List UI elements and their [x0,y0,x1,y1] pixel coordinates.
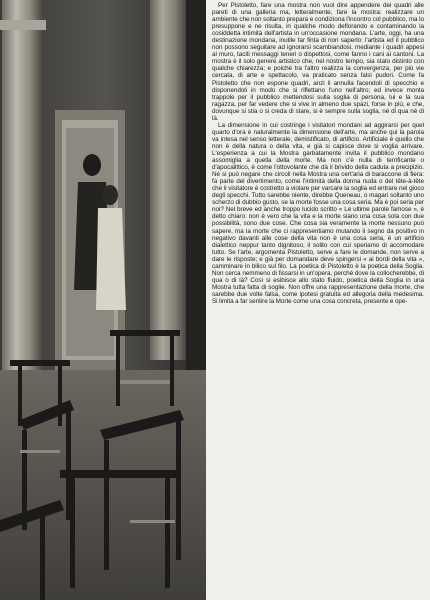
exhibition-photo [0,0,206,600]
article-paragraph: La dimensione in cui costringe i visitatori mondani ad aggirarsi per quel quarto d'ora è naturalmente la dimensione dell'arte, ma anche qui la parola va intesa nel senso letterale, demistificato, di artificio. Artificiale è quello che non è della natura o della vita, e già si capisce dove si voglia arrivare. L'esperienza a cui la Mostra garbatamente invita il pubblico mondano assomiglia a quella della morte. Ma non c'è nulla di terrificante o d'apocalittico, è come l'ottovolante che dà il brivido della caduta a precipizio. Né si può negare che circoli nella Mostra una cert'aria di baraccone di fiera: fa parte del divertimento, come l'intimità della donna nuda o del tête-à-tête che il visitatore è costretto a violare per varcare la soglia ed entrare nel gioco degli specchi. Tutto sarebbe niente, direbbe Queneau, o magari soltanto uno scherzo di dubbio gusto, se la morte fosse una cosa seria. Ma è poi seria per noi? Nel breve ed anche troppo lucido scritto « Le ultime parole famose », è detto chiaro: non è vero che la vita e la morte siano una cosa sola con due possibilità, sono due cose. Che cosa sia veramente la morte nessuno può sapere, ma la morte che ci rappresentiamo mutando il segno da positivo in negativo davanti alle cose della vita non è una cosa seria, è un artificio dialettico neppur tanto dignitoso, il solito con cui speriamo di accomodare tutto. Se l'arte, argomenta Pistoletto, serve a fare le domande, non serve a dare le risposte; e già per domandare deve spingersi « ai bordi della vita », camminare in bilico sul filo. La poetica di Pistoletto è la poetica della Soglia. Non cerca nemmeno di fissarsi in un'opera, perché dove la collocherebbe, di qua o di là? Così si esibisce allo stato fluido, poetica della Soglia in una Mostra tutta fatta di soglie. Non offre una rappresentazione della morte, che sarebbe due volte falsa, come ipotesi gratuita ed allegoria della medesima. Si limita a far sentire la Morte come una cosa concreta, presente e ope- [212,121,424,305]
exhibition-photo-image [0,0,206,600]
article-paragraph: Per Pistoletto, fare una mostra non vuol dire appendere dei quadri alle pareti di una galleria ma, letteralmente, fare la mostra: realizzare un ambiente che non soltanto prepara e condiziona l'incontro col pubblico, ma lo presuppone e ne risulta, in qualche modo deflorando e contaminando la cosiddetta intimità dell'artista in un'occasione mondana. L'arte, oggi, ha una destinazione mondana, inutile far finta di non saperlo: l'artista ed il pubblico non possono seguitare ad ignorarsi scambiandosi, mediante i quadri appesi al muro, taciti messaggi teneri o dispettosi, come fanno i cani ai cantoni. La mostra è il solo genere artistico che, nel nostro tempo, sia stato distinto con qualche chiarezza; e poiché tra l'altro realizza la convergenza, per più vie cercata, di arte e spettacolo, va praticato senza falsi pudori. Come fa Pistoletto che non espone quadri, anzi li annulla facendoli di specchio e disponendoli in modo che si riflettano l'uno nell'altro; ed invece monta trappole per il pubblico mettendosi sulla soglia di persona, lui e la sua ragazza, per far vedere che si vive in almeno due spazi, forse in più, e che, dovunque si stia o si creda di stare, si è sempre sulla soglia, né di qua né di là. [212,2,424,122]
article-text-column [212,2,424,598]
